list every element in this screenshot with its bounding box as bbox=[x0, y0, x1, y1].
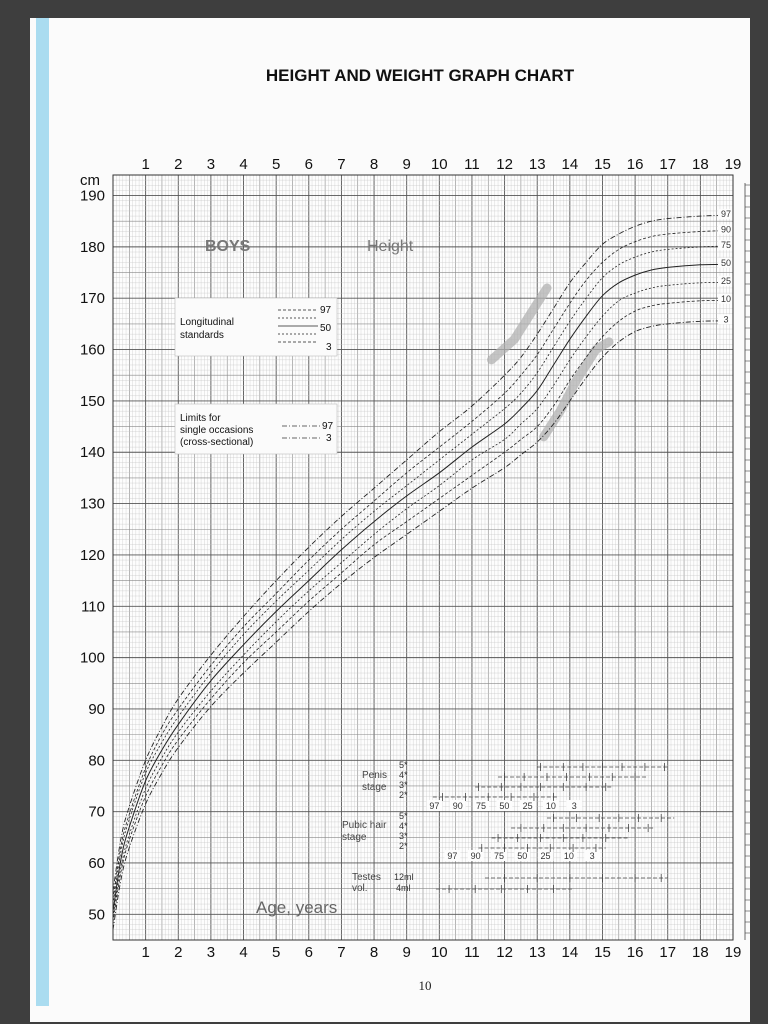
percentile-label-3: 3 bbox=[723, 314, 729, 325]
pubic-stage-2: 2* bbox=[399, 841, 408, 851]
y-tick-label: 130 bbox=[79, 495, 105, 513]
x-tick-label-top: 1 bbox=[141, 156, 150, 173]
x-tick-label-top: 14 bbox=[561, 156, 579, 173]
testes-label-1: Testes bbox=[352, 872, 381, 883]
legend-box1-97: 97 bbox=[320, 305, 332, 316]
legend-box1-3: 3 bbox=[326, 342, 332, 353]
x-tick-label-bottom: 11 bbox=[464, 944, 480, 961]
stage-percentile-90: 90 bbox=[452, 801, 463, 811]
x-tick-label-bottom: 17 bbox=[659, 944, 677, 961]
x-tick-label-top: 17 bbox=[659, 156, 677, 173]
pubic-stage-5: 5* bbox=[399, 811, 408, 821]
x-tick-label-top: 13 bbox=[528, 156, 546, 173]
percentile-label-50: 50 bbox=[720, 257, 731, 268]
penis-stage-4: 4* bbox=[399, 770, 408, 780]
x-axis-label: Age, years bbox=[256, 898, 338, 917]
legend-box2-line2: single occasions bbox=[180, 425, 254, 436]
sex-label: BOYS bbox=[205, 238, 251, 255]
legend-box1-line1: Longitudinal bbox=[180, 317, 234, 328]
x-tick-label-bottom: 6 bbox=[304, 944, 313, 961]
y-tick-label: 180 bbox=[79, 238, 105, 256]
x-tick-label-bottom: 9 bbox=[402, 944, 411, 961]
legend-box2-97: 97 bbox=[322, 421, 334, 432]
x-tick-label-top: 7 bbox=[337, 156, 346, 173]
x-tick-label-top: 18 bbox=[692, 156, 709, 173]
y-tick-label: 170 bbox=[79, 290, 105, 308]
x-tick-label-bottom: 3 bbox=[206, 944, 216, 961]
stage-percentile-3: 3 bbox=[571, 801, 577, 811]
pubic-hair-label-2: stage bbox=[342, 832, 367, 843]
penis-stage-label-2: stage bbox=[362, 782, 387, 793]
stage-percentile-25: 25 bbox=[540, 851, 551, 861]
x-tick-label-bottom: 15 bbox=[594, 944, 611, 961]
chart-title: HEIGHT AND WEIGHT GRAPH CHART bbox=[265, 66, 575, 85]
percentile-label-25: 25 bbox=[720, 275, 731, 286]
x-tick-label-bottom: 16 bbox=[626, 944, 644, 961]
x-tick-label-top: 9 bbox=[402, 156, 411, 173]
x-tick-label-bottom: 1 bbox=[141, 944, 150, 961]
legend-box2-line3: (cross-sectional) bbox=[180, 437, 254, 448]
testes-12ml: 12ml bbox=[394, 872, 414, 882]
stage-percentile-10: 10 bbox=[545, 801, 556, 811]
y-tick-label: 50 bbox=[88, 906, 105, 924]
legend-box1-line2: standards bbox=[180, 330, 224, 341]
testes-label-2: vol. bbox=[352, 883, 368, 894]
stage-percentile-90: 90 bbox=[470, 851, 481, 861]
y-tick-label: 60 bbox=[88, 854, 105, 872]
x-tick-label-top: 3 bbox=[206, 156, 216, 173]
x-tick-label-top: 19 bbox=[724, 156, 742, 173]
x-tick-label-bottom: 12 bbox=[496, 944, 513, 961]
percentile-label-90: 90 bbox=[720, 224, 731, 235]
pubic-percentile-row bbox=[444, 850, 600, 861]
y-tick-label: 110 bbox=[81, 598, 105, 616]
x-tick-label-top: 4 bbox=[239, 156, 248, 173]
percentile-label-75: 75 bbox=[720, 239, 731, 250]
pubic-hair-label-1: Pubic hair bbox=[342, 820, 387, 831]
x-tick-label-top: 6 bbox=[304, 156, 313, 173]
pubic-stage-4: 4* bbox=[399, 821, 408, 831]
measure-label: Height bbox=[367, 238, 414, 255]
x-tick-label-bottom: 4 bbox=[239, 944, 248, 961]
stage-percentile-75: 75 bbox=[476, 801, 487, 811]
legend-box2-line1: Limits for bbox=[180, 413, 221, 424]
y-tick-label: 80 bbox=[88, 752, 105, 770]
y-tick-label: 90 bbox=[88, 700, 105, 718]
pubic-stage-3: 3* bbox=[399, 831, 408, 841]
x-tick-label-top: 2 bbox=[174, 156, 183, 173]
x-tick-label-bottom: 7 bbox=[337, 944, 346, 961]
percentile-label-97: 97 bbox=[720, 209, 731, 220]
x-tick-label-top: 8 bbox=[369, 156, 379, 173]
chart-grid bbox=[113, 175, 733, 940]
y-tick-label: 70 bbox=[88, 803, 105, 821]
stage-percentile-3: 3 bbox=[589, 851, 595, 861]
x-tick-label-bottom: 14 bbox=[561, 944, 579, 961]
weight-scale-edge bbox=[745, 183, 751, 940]
stage-percentile-75: 75 bbox=[493, 851, 504, 861]
x-tick-label-top: 11 bbox=[464, 156, 480, 173]
y-tick-label: 150 bbox=[79, 392, 105, 410]
penis-percentile-row bbox=[426, 800, 582, 811]
penis-stage-3: 3* bbox=[399, 780, 408, 790]
penis-stage-2: 2* bbox=[399, 790, 408, 800]
stage-percentile-50: 50 bbox=[517, 851, 528, 861]
legend-longitudinal bbox=[175, 298, 337, 356]
x-tick-label-top: 16 bbox=[626, 156, 644, 173]
legend-box2-3: 3 bbox=[326, 433, 332, 444]
y-tick-label: 100 bbox=[79, 649, 105, 667]
stage-percentile-97: 97 bbox=[429, 801, 440, 811]
penis-stage-label-1: Penis bbox=[362, 770, 388, 781]
y-axis-unit-label: cm bbox=[80, 172, 100, 189]
legend-cross-sectional bbox=[175, 404, 337, 454]
y-tick-label: 160 bbox=[79, 341, 105, 359]
x-tick-label-top: 12 bbox=[496, 156, 513, 173]
x-tick-label-bottom: 18 bbox=[692, 944, 709, 961]
x-tick-label-bottom: 13 bbox=[528, 944, 546, 961]
stage-percentile-10: 10 bbox=[563, 851, 574, 861]
x-tick-label-top: 15 bbox=[594, 156, 611, 173]
y-tick-label: 190 bbox=[79, 187, 105, 205]
page-number: 10 bbox=[418, 978, 432, 993]
x-tick-label-bottom: 5 bbox=[271, 944, 281, 961]
y-tick-label: 140 bbox=[79, 444, 105, 462]
x-tick-label-top: 5 bbox=[271, 156, 281, 173]
percentile-label-10: 10 bbox=[720, 293, 731, 304]
stage-percentile-25: 25 bbox=[522, 801, 533, 811]
x-tick-label-top: 10 bbox=[430, 156, 448, 173]
stage-percentile-50: 50 bbox=[499, 801, 510, 811]
legend-box1-50: 50 bbox=[320, 323, 332, 334]
x-tick-label-bottom: 19 bbox=[724, 944, 742, 961]
penis-stage-5: 5* bbox=[399, 760, 408, 770]
y-tick-label: 120 bbox=[79, 546, 105, 564]
x-tick-label-bottom: 8 bbox=[369, 944, 379, 961]
testes-4ml: 4ml bbox=[396, 883, 411, 893]
x-tick-label-bottom: 10 bbox=[430, 944, 448, 961]
stage-percentile-97: 97 bbox=[447, 851, 458, 861]
x-tick-label-bottom: 2 bbox=[174, 944, 183, 961]
